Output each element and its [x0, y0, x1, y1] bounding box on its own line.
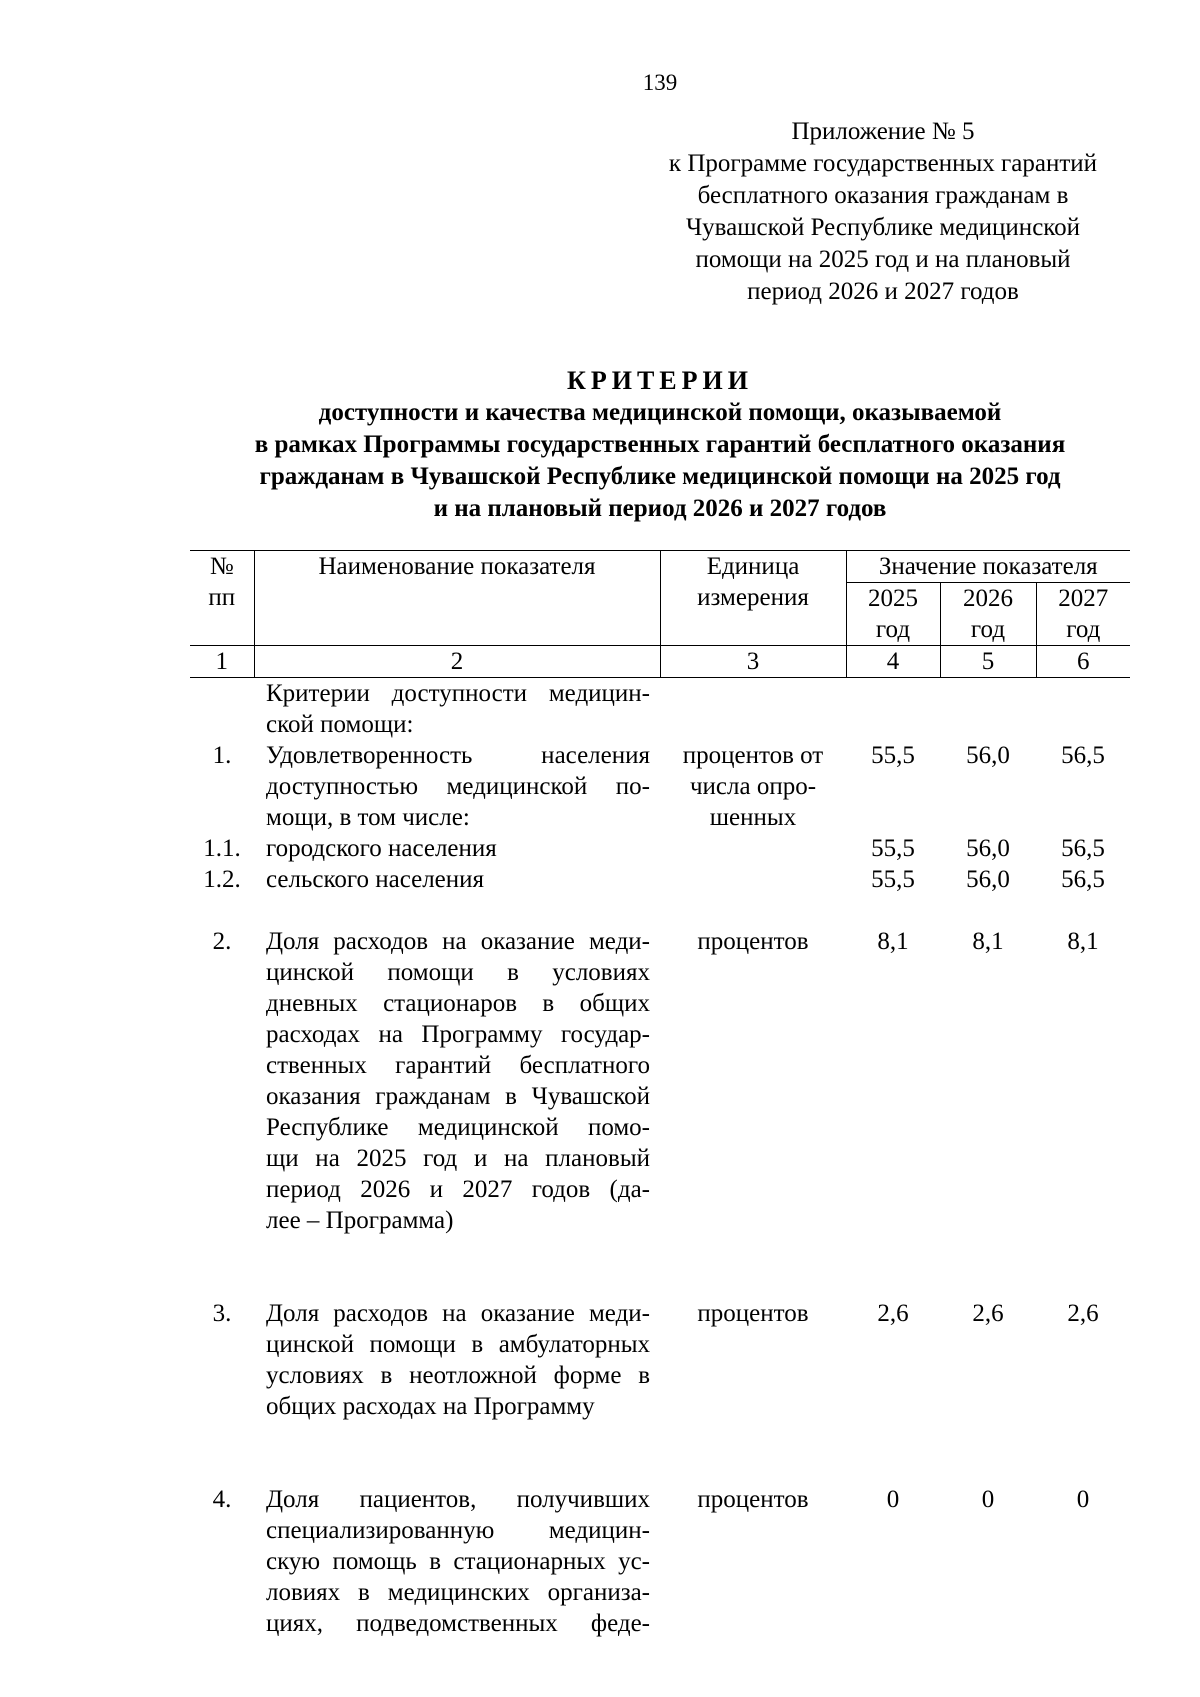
row-unit [660, 740, 846, 833]
value-2027: 2,6 [1067, 1300, 1099, 1327]
table-row [190, 740, 1130, 833]
name-line: цинской помощи в условиях [266, 959, 650, 986]
row-name [254, 833, 660, 864]
header-num [190, 551, 254, 646]
value-2025: 55,5 [871, 835, 915, 862]
row-name [254, 1298, 660, 1422]
column-index: 1 [190, 646, 254, 678]
title-line: доступности и качества медицинской помощи, оказываемой [318, 399, 1002, 426]
unit-line: шенных [709, 804, 797, 831]
name-line: условиях в неотложной форме в [266, 1362, 650, 1389]
value-2026: 8,1 [972, 928, 1004, 955]
appendix-line: бесплатного оказания гражданам в [697, 182, 1069, 209]
value-2027: 56,5 [1061, 742, 1105, 769]
value-2025: 0 [886, 1486, 900, 1513]
row-name [254, 926, 660, 1236]
row-number: 4. [212, 1486, 232, 1513]
value-2026: 56,0 [966, 866, 1010, 893]
name-line: ловиях в медицинских организа- [266, 1579, 650, 1606]
value-2026: 56,0 [966, 835, 1010, 862]
value-2025: 55,5 [871, 866, 915, 893]
value-2027: 8,1 [1067, 928, 1099, 955]
row-number: 1.2. [203, 866, 241, 893]
appendix-line: помощи на 2025 год и на плановый [695, 246, 1071, 273]
value-2025: 2,6 [877, 1300, 909, 1327]
page-number: 139 [642, 70, 678, 95]
name-line: ской помощи: [266, 711, 414, 738]
header-year-suffix: год [875, 616, 911, 643]
row-spacer [190, 1236, 1130, 1267]
value-2027: 0 [1076, 1486, 1090, 1513]
header-unit-line2: измерения [697, 584, 809, 611]
table-row [190, 864, 1130, 895]
name-line: Критерии доступности медицин- [266, 680, 650, 707]
title-line: гражданам в Чувашской Республике медицинской помощи на 2025 год [259, 463, 1061, 490]
unit-line: процентов [697, 1300, 809, 1327]
row-name [254, 740, 660, 833]
header-num-line1: № [209, 553, 234, 580]
value-2026: 56,0 [966, 742, 1010, 769]
row-number: 2. [212, 928, 232, 955]
column-index: 5 [940, 646, 1036, 678]
appendix-line: к Программе государственных гарантий [668, 150, 1098, 177]
document-title [180, 365, 1140, 525]
header-year-2027 [1036, 583, 1130, 646]
value-2026: 2,6 [972, 1300, 1004, 1327]
table-row [190, 926, 1130, 1236]
name-line: сельского населения [266, 866, 485, 893]
value-2027: 56,5 [1061, 866, 1105, 893]
table-row [190, 1298, 1130, 1422]
column-index: 4 [846, 646, 940, 678]
column-index: 2 [254, 646, 660, 678]
row-spacer [190, 895, 1130, 926]
header-year-2026 [940, 583, 1036, 646]
row-unit [660, 1298, 846, 1422]
section-header-row [190, 678, 1130, 741]
name-line: Доля пациентов, получивших [266, 1486, 650, 1513]
header-year-suffix: год [1066, 616, 1101, 643]
row-unit [660, 833, 846, 864]
column-index: 3 [660, 646, 846, 678]
appendix-heading [648, 116, 1118, 308]
column-index: 6 [1036, 646, 1130, 678]
header-unit-line1: Единица [706, 553, 800, 580]
appendix-line: Чувашской Республике медицинской [685, 214, 1081, 241]
header-num-line2: пп [208, 584, 236, 611]
row-spacer [190, 1267, 1130, 1298]
row-name [254, 1484, 660, 1639]
appendix-line: период 2026 и 2027 годов [747, 278, 1019, 305]
header-name: Наименование показателя [254, 551, 660, 646]
row-name [254, 864, 660, 895]
header-year: 2025 [868, 585, 918, 612]
table-row [190, 833, 1130, 864]
row-unit [660, 864, 846, 895]
row-spacer [190, 1453, 1130, 1484]
value-2027: 56,5 [1061, 835, 1105, 862]
criteria-table [190, 550, 1130, 1639]
name-line: ственных гарантий бесплатного [266, 1052, 650, 1079]
header-year-suffix: год [970, 616, 1006, 643]
name-line: Доля расходов на оказание меди- [266, 928, 650, 955]
unit-line: процентов [697, 928, 809, 955]
header-year: 2027 [1058, 585, 1109, 612]
section-header [254, 678, 660, 741]
value-2025: 8,1 [877, 928, 909, 955]
name-line: оказания гражданам в Чувашской [266, 1083, 650, 1110]
name-line: общих расходах на Программу [266, 1393, 595, 1420]
title-main: КРИТЕРИИ [567, 366, 753, 395]
title-line: в рамках Программы государственных гарантий бесплатного оказания [254, 431, 1066, 458]
unit-line: процентов от [682, 742, 824, 769]
row-number: 1.1. [203, 835, 241, 862]
header-year: 2026 [963, 585, 1013, 612]
name-line: циях, подведомственных феде- [266, 1610, 650, 1637]
name-line: лее – Программа) [266, 1207, 454, 1234]
table-row [190, 1484, 1130, 1639]
appendix-line: Приложение № 5 [791, 118, 975, 145]
header-value-group: Значение показателя [846, 551, 1130, 583]
row-unit [660, 926, 846, 1236]
name-line: городского населения [266, 835, 497, 862]
title-line: и на плановый период 2026 и 2027 годов [433, 495, 887, 522]
unit-line: процентов [697, 1486, 809, 1513]
row-number: 3. [212, 1300, 232, 1327]
name-line: доступностью медицинской по- [266, 773, 650, 800]
unit-line: числа опро- [689, 773, 817, 800]
name-line: щи на 2025 год и на плановый [266, 1145, 650, 1172]
value-2026: 0 [981, 1486, 995, 1513]
value-2025: 55,5 [871, 742, 915, 769]
name-line: расходах на Программу государ- [266, 1021, 650, 1048]
name-line: Республике медицинской помо- [266, 1114, 650, 1141]
name-line: Удовлетворенность населения [266, 742, 650, 769]
row-unit [660, 1484, 846, 1639]
header-unit [660, 551, 846, 646]
name-line: мощи, в том числе: [266, 804, 470, 831]
row-spacer [190, 1422, 1130, 1453]
name-line: дневных стационаров в общих [266, 990, 650, 1017]
name-line: цинской помощи в амбулаторных [266, 1331, 650, 1358]
header-year-2025 [846, 583, 940, 646]
name-line: Доля расходов на оказание меди- [266, 1300, 650, 1327]
name-line: период 2026 и 2027 годов (да- [266, 1176, 650, 1203]
name-line: специализированную медицин- [266, 1517, 650, 1544]
name-line: скую помощь в стационарных ус- [266, 1548, 650, 1575]
row-number: 1. [212, 742, 232, 769]
